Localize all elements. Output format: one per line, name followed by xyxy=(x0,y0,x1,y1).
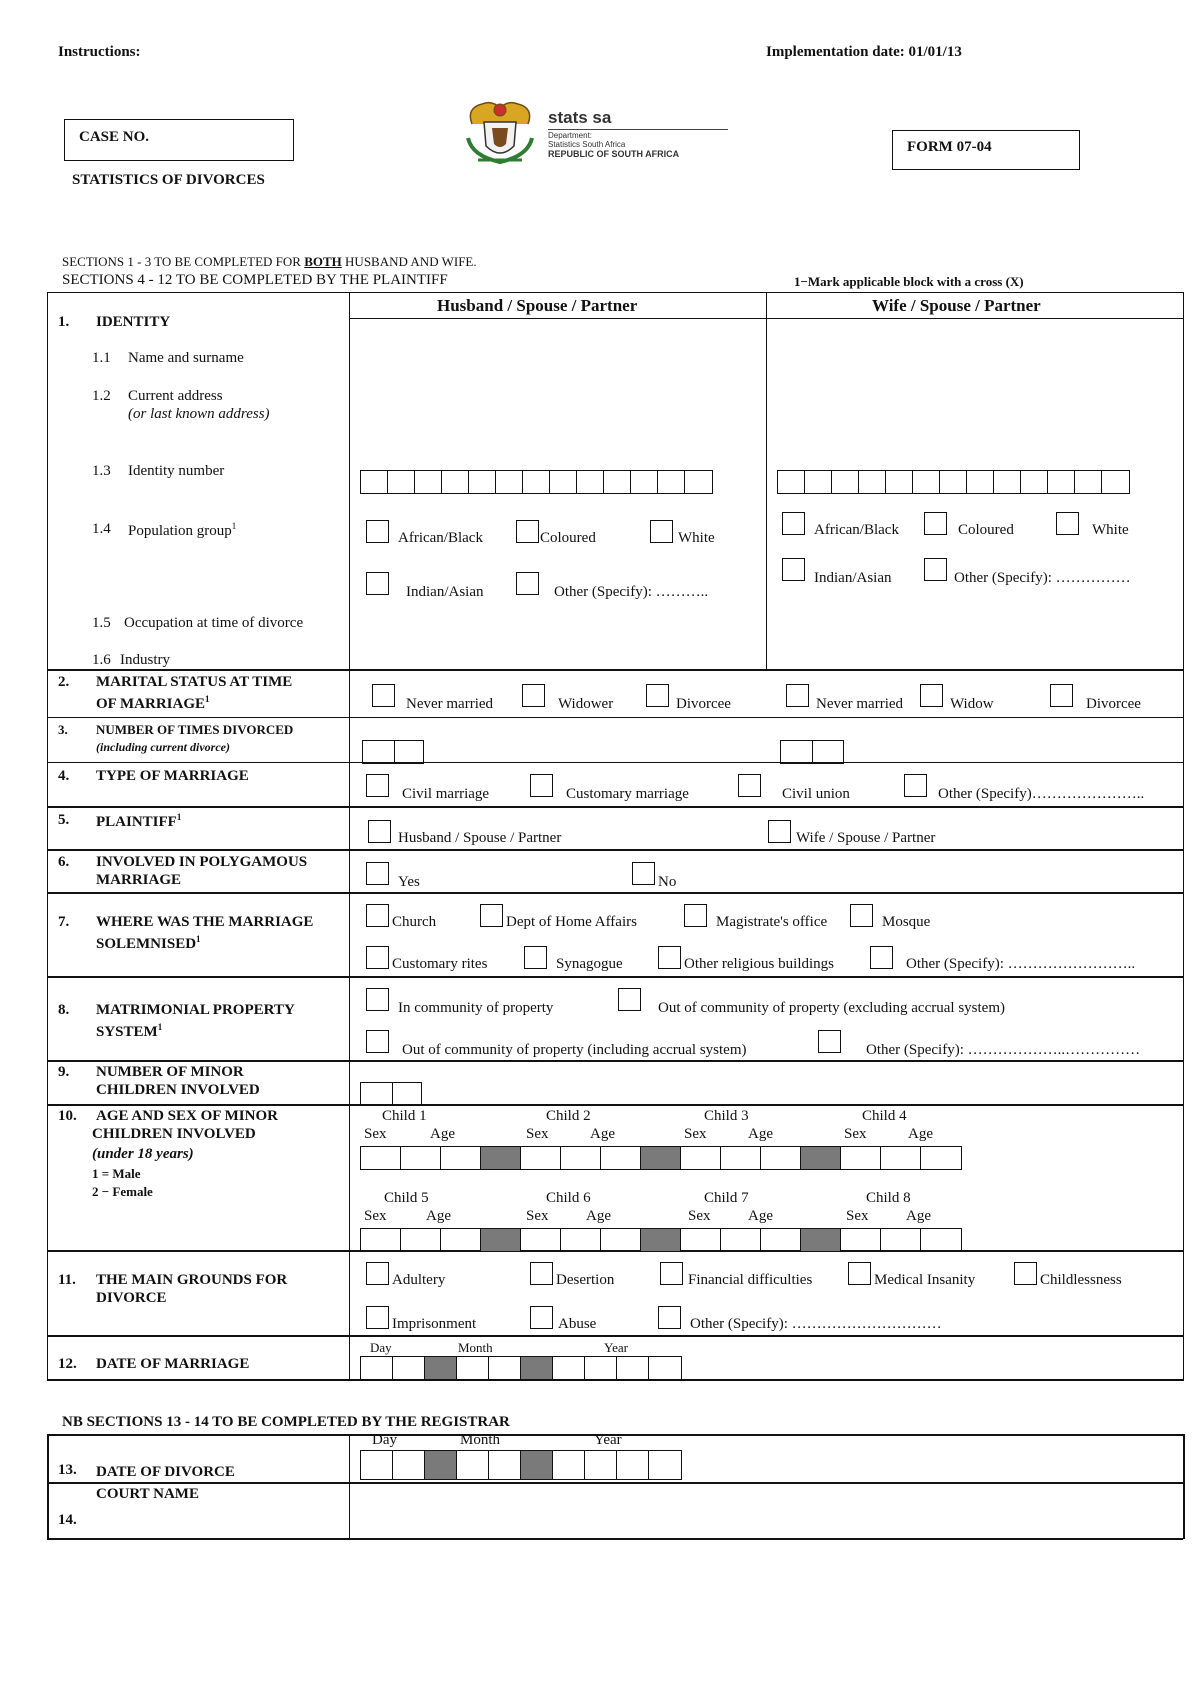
child-5-label: Child 5 xyxy=(384,1190,429,1206)
grounds-other-checkbox[interactable] xyxy=(658,1306,681,1329)
marriage-year-label: Year xyxy=(604,1340,628,1355)
child-8-label: Child 8 xyxy=(866,1190,911,1206)
marriage-day-label: Day xyxy=(370,1340,392,1355)
husband-never-married-checkbox[interactable] xyxy=(372,684,395,707)
out-community-excl-checkbox[interactable] xyxy=(618,988,641,1011)
child-6-sex-label: Sex xyxy=(526,1208,549,1224)
civil-marriage-label: Civil marriage xyxy=(402,786,490,802)
court-name-field[interactable] xyxy=(352,1484,1180,1536)
husband-pop-indian-label: Indian/Asian xyxy=(406,584,484,600)
abuse-checkbox[interactable] xyxy=(530,1306,553,1329)
child-3-sex-label: Sex xyxy=(684,1126,707,1142)
husband-times-divorced-cells[interactable] xyxy=(362,740,424,764)
wife-pop-other-checkbox[interactable] xyxy=(924,558,947,581)
s4-number: 4. xyxy=(58,768,70,784)
current-address-note: (or last known address) xyxy=(128,406,270,422)
wife-widow-label: Widow xyxy=(950,696,994,712)
s3-subtitle: (including current divorce) xyxy=(96,740,230,754)
form-no-box xyxy=(892,130,1080,170)
instruction-line-2: SECTIONS 4 - 12 TO BE COMPLETED BY THE PLAINTIFF xyxy=(62,272,448,288)
s6-number: 6. xyxy=(58,854,70,870)
husband-pop-white-label: White xyxy=(678,530,715,546)
child-2-label: Child 2 xyxy=(546,1108,591,1124)
child-2-age-label: Age xyxy=(590,1126,615,1142)
current-address-label: Current address xyxy=(128,388,223,404)
form-no: FORM 07-04 xyxy=(907,139,992,155)
magistrate-label: Magistrate's office xyxy=(716,914,828,930)
coat-of-arms-icon xyxy=(462,98,538,168)
child-1-sex-label: Sex xyxy=(364,1126,387,1142)
wife-column-header: Wife / Spouse / Partner xyxy=(872,296,1041,315)
s11-number: 11. xyxy=(58,1272,76,1288)
s12-title: DATE OF MARRIAGE xyxy=(96,1356,250,1372)
out-community-incl-checkbox[interactable] xyxy=(366,1030,389,1053)
husband-never-married-label: Never married xyxy=(406,696,494,712)
case-no-label: CASE NO. xyxy=(79,129,150,145)
minor-children-count-cells[interactable] xyxy=(360,1082,422,1106)
s10-female-code: 2 − Female xyxy=(92,1184,153,1199)
synagogue-checkbox[interactable] xyxy=(524,946,547,969)
property-other-label: Other (Specify): ………………..…………… xyxy=(866,1042,1141,1058)
medical-insanity-label: Medical Insanity xyxy=(874,1272,976,1288)
identity-number-label: Identity number xyxy=(128,463,225,479)
child-1-age-label: Age xyxy=(430,1126,455,1142)
child-5-sex-label: Sex xyxy=(364,1208,387,1224)
s2-title-line2: OF MARRIAGE$^1$ xyxy=(96,694,210,712)
mosque-label: Mosque xyxy=(882,914,931,930)
imprisonment-checkbox[interactable] xyxy=(366,1306,389,1329)
child-4-age-label: Age xyxy=(908,1126,933,1142)
s1-title: IDENTITY xyxy=(96,314,171,330)
marriage-month-label: Month xyxy=(458,1340,493,1355)
children-1-4-cells[interactable] xyxy=(360,1146,962,1170)
s7-title-line2: SOLEMNISED$^1$ xyxy=(96,934,201,952)
medical-insanity-checkbox[interactable] xyxy=(848,1262,871,1285)
wife-pop-other-label: Other (Specify): …………… xyxy=(954,570,1131,586)
civil-union-checkbox[interactable] xyxy=(738,774,761,797)
magistrate-checkbox[interactable] xyxy=(684,904,707,927)
s11-title-line1: THE MAIN GROUNDS FOR xyxy=(96,1272,288,1288)
wife-pop-white-checkbox[interactable] xyxy=(1056,512,1079,535)
grounds-other-label: Other (Specify): ………………………… xyxy=(690,1316,942,1332)
civil-marriage-checkbox[interactable] xyxy=(366,774,389,797)
desertion-checkbox[interactable] xyxy=(530,1262,553,1285)
logo-brand: stats sa xyxy=(548,108,612,127)
child-3-age-label: Age xyxy=(748,1126,773,1142)
customary-marriage-label: Customary marriage xyxy=(566,786,689,802)
husband-divorcee-checkbox[interactable] xyxy=(646,684,669,707)
s12-number: 12. xyxy=(58,1356,77,1372)
s10-title-line1: AGE AND SEX OF MINOR xyxy=(96,1108,278,1124)
child-6-age-label: Age xyxy=(586,1208,611,1224)
plaintiff-wife-checkbox[interactable] xyxy=(768,820,791,843)
industry-label: Industry xyxy=(120,652,170,668)
polygamous-yes-checkbox[interactable] xyxy=(366,862,389,885)
s10-male-code: 1 = Male xyxy=(92,1166,141,1181)
children-5-8-cells[interactable] xyxy=(360,1228,962,1252)
child-4-sex-label: Sex xyxy=(844,1126,867,1142)
civil-union-label: Civil union xyxy=(782,786,850,802)
polygamous-no-checkbox[interactable] xyxy=(632,862,655,885)
wife-pop-white-label: White xyxy=(1092,522,1129,538)
customary-marriage-checkbox[interactable] xyxy=(530,774,553,797)
financial-difficulties-label: Financial difficulties xyxy=(688,1272,813,1288)
husband-pop-coloured-checkbox[interactable] xyxy=(516,520,539,543)
implementation-date: Implementation date: 01/01/13 xyxy=(766,44,962,60)
husband-pop-indian-checkbox[interactable] xyxy=(366,572,389,595)
husband-id-number-cells[interactable] xyxy=(360,470,713,494)
synagogue-label: Synagogue xyxy=(556,956,623,972)
husband-widower-label: Widower xyxy=(558,696,614,712)
husband-pop-coloured-label: Coloured xyxy=(540,530,596,546)
husband-column-header: Husband / Spouse / Partner xyxy=(437,296,638,315)
husband-pop-other-checkbox[interactable] xyxy=(516,572,539,595)
s2-title-line1: MARITAL STATUS AT TIME xyxy=(96,674,293,690)
customary-rites-checkbox[interactable] xyxy=(366,946,389,969)
husband-divorcee-label: Divorcee xyxy=(676,696,731,712)
s10-title-line2: CHILDREN INVOLVED xyxy=(92,1126,256,1142)
wife-pop-coloured-checkbox[interactable] xyxy=(924,512,947,535)
divorce-year-label: Year xyxy=(594,1432,622,1448)
s7-title-line1: WHERE WAS THE MARRIAGE xyxy=(96,914,314,930)
child-7-age-label: Age xyxy=(748,1208,773,1224)
s11-title-line2: DIVORCE xyxy=(96,1290,167,1306)
polygamous-no-label: No xyxy=(658,874,677,890)
logo-line3: REPUBLIC OF SOUTH AFRICA xyxy=(548,149,680,159)
s9-title-line1: NUMBER OF MINOR xyxy=(96,1064,244,1080)
logo-line2: Statistics South Africa xyxy=(548,140,626,149)
s1-3-number: 1.3 xyxy=(92,463,111,479)
wife-pop-coloured-label: Coloured xyxy=(958,522,1014,538)
child-7-label: Child 7 xyxy=(704,1190,749,1206)
mark-note: 1−Mark applicable block with a cross (X) xyxy=(794,274,1024,289)
instruction-line-1: SECTIONS 1 - 3 TO BE COMPLETED FOR BOTH HUSBAND AND WIFE. xyxy=(62,254,477,269)
s14-title: COURT NAME xyxy=(96,1486,199,1502)
church-checkbox[interactable] xyxy=(366,904,389,927)
s3-number: 3. xyxy=(58,722,68,737)
s5-title: PLAINTIFF$^1$ xyxy=(96,812,182,830)
financial-difficulties-checkbox[interactable] xyxy=(660,1262,683,1285)
husband-widower-checkbox[interactable] xyxy=(522,684,545,707)
husband-pop-african-label: African/Black xyxy=(398,530,483,546)
s8-title-line2: SYSTEM$^1$ xyxy=(96,1022,163,1040)
s4-title: TYPE OF MARRIAGE xyxy=(96,768,249,784)
s8-title-line1: MATRIMONIAL PROPERTY xyxy=(96,1002,295,1018)
in-community-label: In community of property xyxy=(398,1000,554,1016)
s3-title: NUMBER OF TIMES DIVORCED xyxy=(96,722,294,737)
plaintiff-husband-checkbox[interactable] xyxy=(368,820,391,843)
other-religious-label: Other religious buildings xyxy=(684,956,834,972)
husband-pop-other-label: Other (Specify): ……….. xyxy=(554,584,709,600)
plaintiff-wife-label: Wife / Spouse / Partner xyxy=(796,830,936,846)
childlessness-checkbox[interactable] xyxy=(1014,1262,1037,1285)
s1-number: 1. xyxy=(58,314,70,330)
s1-4-number: 1.4 xyxy=(92,521,111,537)
marriage-type-other-label: Other (Specify)………………….. xyxy=(938,786,1145,802)
s13-number: 13. xyxy=(58,1462,77,1478)
wife-never-married-label: Never married xyxy=(816,696,904,712)
instructions-label: Instructions: xyxy=(58,44,141,60)
s1-2-number: 1.2 xyxy=(92,388,111,404)
wife-divorcee-checkbox[interactable] xyxy=(1050,684,1073,707)
form-title: STATISTICS OF DIVORCES xyxy=(72,172,265,188)
out-community-excl-label: Out of community of property (excluding accrual system) xyxy=(658,1000,1005,1016)
husband-pop-african-checkbox[interactable] xyxy=(366,520,389,543)
wife-divorcee-label: Divorcee xyxy=(1086,696,1141,712)
out-community-incl-label: Out of community of property (including accrual system) xyxy=(402,1042,747,1058)
adultery-checkbox[interactable] xyxy=(366,1262,389,1285)
s1-1-number: 1.1 xyxy=(92,350,111,366)
adultery-label: Adultery xyxy=(392,1272,446,1288)
s5-number: 5. xyxy=(58,812,70,828)
solemnised-other-checkbox[interactable] xyxy=(870,946,893,969)
s10-title-line3: (under 18 years) xyxy=(92,1146,194,1162)
case-no-field[interactable] xyxy=(64,119,294,161)
mosque-checkbox[interactable] xyxy=(850,904,873,927)
name-surname-label: Name and surname xyxy=(128,350,244,366)
marriage-date-cells[interactable] xyxy=(360,1356,682,1380)
wife-pop-african-checkbox[interactable] xyxy=(782,512,805,535)
divorce-month-label: Month xyxy=(460,1432,501,1448)
s8-number: 8. xyxy=(58,1002,70,1018)
wife-times-divorced-cells[interactable] xyxy=(780,740,844,764)
s13-title: DATE OF DIVORCE xyxy=(96,1464,235,1480)
child-2-sex-label: Sex xyxy=(526,1126,549,1142)
child-1-label: Child 1 xyxy=(382,1108,427,1124)
logo-line1: Department: xyxy=(548,131,593,140)
wife-id-number-cells[interactable] xyxy=(777,470,1130,494)
other-religious-checkbox[interactable] xyxy=(658,946,681,969)
desertion-label: Desertion xyxy=(556,1272,615,1288)
child-4-label: Child 4 xyxy=(862,1108,907,1124)
s1-5-number: 1.5 xyxy=(92,615,111,631)
marriage-type-other-checkbox[interactable] xyxy=(904,774,927,797)
plaintiff-husband-label: Husband / Spouse / Partner xyxy=(398,830,562,846)
s9-title-line2: CHILDREN INVOLVED xyxy=(96,1082,260,1098)
s1-6-number: 1.6 xyxy=(92,652,111,668)
child-6-label: Child 6 xyxy=(546,1190,591,1206)
child-7-sex-label: Sex xyxy=(688,1208,711,1224)
wife-pop-indian-checkbox[interactable] xyxy=(782,558,805,581)
s2-number: 2. xyxy=(58,674,70,690)
home-affairs-label: Dept of Home Affairs xyxy=(506,914,637,930)
wife-widow-checkbox[interactable] xyxy=(920,684,943,707)
church-label: Church xyxy=(392,914,437,930)
imprisonment-label: Imprisonment xyxy=(392,1316,477,1332)
population-group-label: Population group$^1$ xyxy=(128,521,237,539)
child-8-sex-label: Sex xyxy=(846,1208,869,1224)
divorce-date-cells[interactable] xyxy=(360,1450,682,1480)
s7-number: 7. xyxy=(58,914,70,930)
customary-rites-label: Customary rites xyxy=(392,956,488,972)
s6-title-line2: MARRIAGE xyxy=(96,872,181,888)
husband-pop-white-checkbox[interactable] xyxy=(650,520,673,543)
s14-number: 14. xyxy=(58,1512,77,1528)
s9-number: 9. xyxy=(58,1064,70,1080)
s6-title-line1: INVOLVED IN POLYGAMOUS xyxy=(96,854,308,870)
home-affairs-checkbox[interactable] xyxy=(480,904,503,927)
in-community-checkbox[interactable] xyxy=(366,988,389,1011)
property-other-checkbox[interactable] xyxy=(818,1030,841,1053)
divorce-day-label: Day xyxy=(372,1432,397,1448)
child-5-age-label: Age xyxy=(426,1208,451,1224)
child-3-label: Child 3 xyxy=(704,1108,749,1124)
wife-pop-indian-label: Indian/Asian xyxy=(814,570,892,586)
solemnised-other-label: Other (Specify): …………………….. xyxy=(906,956,1136,972)
abuse-label: Abuse xyxy=(558,1316,597,1332)
wife-pop-african-label: African/Black xyxy=(814,522,899,538)
s10-number: 10. xyxy=(58,1108,77,1124)
occupation-label: Occupation at time of divorce xyxy=(124,615,304,631)
polygamous-yes-label: Yes xyxy=(398,874,420,890)
child-8-age-label: Age xyxy=(906,1208,931,1224)
wife-never-married-checkbox[interactable] xyxy=(786,684,809,707)
stats-sa-logo xyxy=(462,98,732,168)
childlessness-label: Childlessness xyxy=(1040,1272,1122,1288)
registrar-note: NB SECTIONS 13 - 14 TO BE COMPLETED BY THE REGISTRAR xyxy=(62,1414,510,1430)
